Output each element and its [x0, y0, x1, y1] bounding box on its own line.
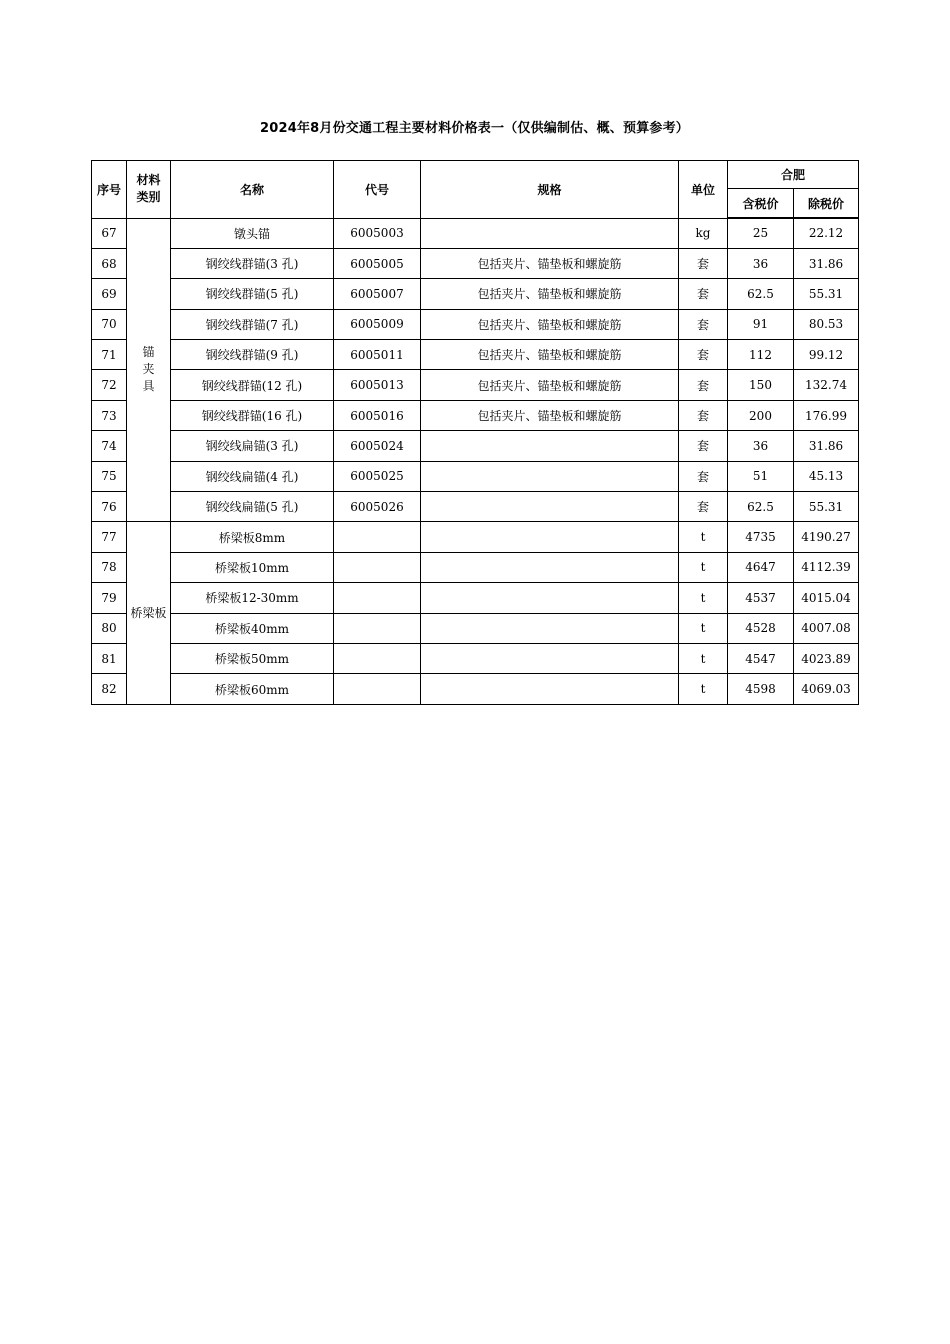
cell-spec: 包括夹片、锚垫板和螺旋筋: [421, 279, 679, 309]
table-row: [92, 522, 859, 552]
cell-unit: 套: [679, 340, 728, 370]
cell-spec: [421, 643, 679, 673]
cell-code: 6005009: [334, 309, 421, 339]
cell-unit: t: [679, 583, 728, 613]
header-category-label: 材料类别: [136, 173, 161, 205]
table-row: [92, 218, 859, 248]
category-label: 锚夹具: [142, 345, 155, 394]
cell-name: 钢绞线群锚(3 孔): [171, 248, 334, 278]
cell-unit: t: [679, 613, 728, 643]
cell-unit: 套: [679, 492, 728, 522]
table-row: [92, 248, 859, 278]
cell-seq: 82: [92, 674, 127, 704]
cell-name: 钢绞线扁锚(4 孔): [171, 461, 334, 491]
cell-code: 6005005: [334, 248, 421, 278]
header-code: 代号: [334, 161, 421, 219]
cell-code: [334, 613, 421, 643]
cell-seq: 71: [92, 340, 127, 370]
header-spec: 规格: [421, 161, 679, 219]
cell-name: 桥梁板10mm: [171, 552, 334, 582]
cell-tax-incl: 4528: [728, 613, 794, 643]
header-tax-excl: 除税价: [794, 189, 859, 219]
cell-code: 6005011: [334, 340, 421, 370]
cell-tax-incl: 200: [728, 400, 794, 430]
cell-tax-incl: 112: [728, 340, 794, 370]
cell-tax-excl: 176.99: [794, 400, 859, 430]
cell-category: [127, 218, 171, 522]
cell-name: 桥梁板8mm: [171, 522, 334, 552]
cell-tax-incl: 4598: [728, 674, 794, 704]
cell-category: [127, 522, 171, 704]
cell-code: [334, 674, 421, 704]
table-row: [92, 431, 859, 461]
cell-name: 钢绞线群锚(12 孔): [171, 370, 334, 400]
cell-spec: [421, 583, 679, 613]
cell-unit: t: [679, 522, 728, 552]
cell-seq: 77: [92, 522, 127, 552]
cell-code: [334, 643, 421, 673]
cell-name: 钢绞线群锚(16 孔): [171, 400, 334, 430]
header-name: 名称: [171, 161, 334, 219]
cell-tax-excl: 45.13: [794, 461, 859, 491]
cell-tax-excl: 4069.03: [794, 674, 859, 704]
cell-tax-incl: 36: [728, 248, 794, 278]
cell-code: 6005025: [334, 461, 421, 491]
cell-unit: 套: [679, 248, 728, 278]
cell-code: 6005024: [334, 431, 421, 461]
cell-seq: 75: [92, 461, 127, 491]
cell-seq: 72: [92, 370, 127, 400]
header-region: 合肥: [728, 161, 859, 189]
cell-unit: kg: [679, 218, 728, 248]
table-row: [92, 279, 859, 309]
cell-code: [334, 522, 421, 552]
cell-name: 镦头锚: [171, 218, 334, 248]
cell-unit: t: [679, 643, 728, 673]
cell-tax-incl: 25: [728, 218, 794, 248]
cell-tax-excl: 4190.27: [794, 522, 859, 552]
cell-tax-excl: 4112.39: [794, 552, 859, 582]
table-row: [92, 643, 859, 673]
table-row: [92, 492, 859, 522]
table-row: [92, 674, 859, 704]
page-title: 2024年8月份交通工程主要材料价格表一（仅供编制估、概、预算参考）: [259, 121, 690, 136]
cell-tax-incl: 4537: [728, 583, 794, 613]
cell-code: 6005007: [334, 279, 421, 309]
cell-code: 6005013: [334, 370, 421, 400]
cell-tax-incl: 91: [728, 309, 794, 339]
cell-name: 桥梁板40mm: [171, 613, 334, 643]
cell-tax-incl: 51: [728, 461, 794, 491]
price-table: [91, 160, 859, 705]
cell-seq: 78: [92, 552, 127, 582]
cell-code: [334, 552, 421, 582]
cell-code: 6005003: [334, 218, 421, 248]
cell-tax-excl: 4023.89: [794, 643, 859, 673]
table-row: [92, 461, 859, 491]
table-row: [92, 370, 859, 400]
table-row: [92, 613, 859, 643]
cell-spec: [421, 492, 679, 522]
cell-unit: 套: [679, 309, 728, 339]
table-row: [92, 309, 859, 339]
cell-seq: 68: [92, 248, 127, 278]
cell-spec: [421, 522, 679, 552]
cell-tax-incl: 4735: [728, 522, 794, 552]
cell-seq: 80: [92, 613, 127, 643]
cell-spec: [421, 613, 679, 643]
cell-spec: [421, 674, 679, 704]
cell-seq: 76: [92, 492, 127, 522]
header-seq: 序号: [92, 161, 127, 219]
cell-unit: 套: [679, 431, 728, 461]
cell-tax-incl: 36: [728, 431, 794, 461]
cell-name: 桥梁板12-30mm: [171, 583, 334, 613]
cell-unit: 套: [679, 461, 728, 491]
cell-seq: 69: [92, 279, 127, 309]
cell-spec: [421, 552, 679, 582]
cell-seq: 74: [92, 431, 127, 461]
cell-unit: t: [679, 552, 728, 582]
cell-code: [334, 583, 421, 613]
cell-tax-excl: 31.86: [794, 431, 859, 461]
cell-name: 钢绞线群锚(9 孔): [171, 340, 334, 370]
cell-unit: t: [679, 674, 728, 704]
cell-tax-incl: 62.5: [728, 279, 794, 309]
cell-tax-excl: 132.74: [794, 370, 859, 400]
cell-code: 6005016: [334, 400, 421, 430]
cell-seq: 81: [92, 643, 127, 673]
cell-name: 钢绞线扁锚(5 孔): [171, 492, 334, 522]
cell-spec: 包括夹片、锚垫板和螺旋筋: [421, 309, 679, 339]
cell-tax-incl: 4547: [728, 643, 794, 673]
cell-name: 桥梁板50mm: [171, 643, 334, 673]
cell-spec: [421, 431, 679, 461]
cell-tax-excl: 99.12: [794, 340, 859, 370]
cell-unit: 套: [679, 279, 728, 309]
cell-seq: 79: [92, 583, 127, 613]
table-row: [92, 583, 859, 613]
table-row: [92, 552, 859, 582]
cell-spec: [421, 461, 679, 491]
cell-seq: 67: [92, 218, 127, 248]
header-category: [127, 161, 171, 219]
cell-tax-incl: 62.5: [728, 492, 794, 522]
table-body: [92, 218, 859, 704]
cell-tax-incl: 150: [728, 370, 794, 400]
cell-code: 6005026: [334, 492, 421, 522]
cell-tax-excl: 31.86: [794, 248, 859, 278]
cell-seq: 73: [92, 400, 127, 430]
cell-spec: 包括夹片、锚垫板和螺旋筋: [421, 340, 679, 370]
table-row: [92, 400, 859, 430]
cell-name: 桥梁板60mm: [171, 674, 334, 704]
cell-seq: 70: [92, 309, 127, 339]
table-row: [92, 340, 859, 370]
cell-unit: 套: [679, 370, 728, 400]
cell-name: 钢绞线群锚(7 孔): [171, 309, 334, 339]
cell-unit: 套: [679, 400, 728, 430]
cell-name: 钢绞线扁锚(3 孔): [171, 431, 334, 461]
cell-tax-incl: 4647: [728, 552, 794, 582]
cell-spec: [421, 218, 679, 248]
cell-tax-excl: 55.31: [794, 279, 859, 309]
category-label: 桥梁板: [130, 605, 167, 620]
cell-spec: 包括夹片、锚垫板和螺旋筋: [421, 248, 679, 278]
cell-spec: 包括夹片、锚垫板和螺旋筋: [421, 400, 679, 430]
header-unit: 单位: [679, 161, 728, 219]
header-tax-incl: 含税价: [728, 189, 794, 219]
cell-tax-excl: 4007.08: [794, 613, 859, 643]
cell-tax-excl: 80.53: [794, 309, 859, 339]
cell-tax-excl: 22.12: [794, 218, 859, 248]
cell-tax-excl: 55.31: [794, 492, 859, 522]
cell-name: 钢绞线群锚(5 孔): [171, 279, 334, 309]
cell-spec: 包括夹片、锚垫板和螺旋筋: [421, 370, 679, 400]
cell-tax-excl: 4015.04: [794, 583, 859, 613]
